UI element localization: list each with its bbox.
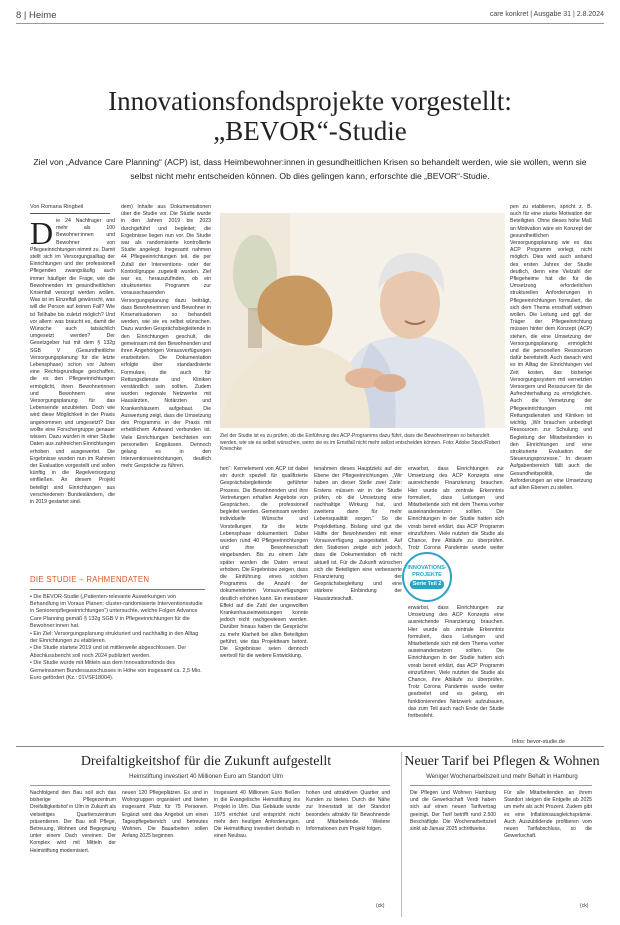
photo-illustration	[220, 213, 505, 428]
infobox-item: • Die Studie wurde mit Mitteln aus dem Innovationsfonds des Gemeinsamen Bundesausschusses in Höhe von insgesamt ca. 2,5 Mio. Euro gefördert (Kz.: 01VSF18004).	[30, 660, 202, 681]
bottom-left-author-tag: (ck)	[376, 903, 385, 909]
photo-caption: Ziel der Studie ist es zu prüfen, ob die Einführung des ACP-Programms dazu führt, dass die Bewohnerinnen so behandelt werden, wie sie es selbst wünschen, wenn sie es im Ernstfall nicht mehr selbst entscheiden können. Foto: Adobe Stock/Robert Kneschke	[220, 433, 501, 452]
article-column-2: dem) Inhalte aus Dokumentationen über die Studie vor. Die Studie wurde in den Jahren 2019 bis 2023 durchgeführt und begleitet; die Ergebnisse liegen nun vor. Die Studie war als randomisierte kontrollierte Studie angelegt. Insgesamt nahmen 44 Pflegeeinrichtungen teil, die per Zufall der Interventions- oder der Kontrollgruppe zugeteilt wurden. Ziel war es, herauszufinden, ob ein strukturiertes Programm zur vorausschauenden Versorgungsplanung dazu beiträgt, dass Bewohnerinnen und Bewohner in Krisensituationen so behandelt werden, wie sie es selbst wünschen. Dazu wurden Gesprächsbegleitende in den Einrichtungen geschult, die gemeinsam mit den Bewohnenden und ihren Angehörigen Vorausverfügungen erarbeiteten. Die Dokumentation erfolgte über standardisierte Formulare, die auch für Rettungsdienste und Kliniken verständlich sein sollten. Zudem wurden regionale Netzwerke mit Hausärzten, Notärzten und Krankenhäusern aufgebaut. Die Auswertung zeigt, dass die Umsetzung des Programms in der Praxis mit erheblichem Aufwand verbunden ist. Viele Einrichtungen berichteten von personellen Engpässen. Dennoch gelang es in den Interventionseinrichtungen, deutlich mehr Gespräche zu führen.	[121, 204, 211, 470]
bottom-right-headline: Neuer Tarif bei Pflegen & Wohnen	[404, 754, 600, 769]
bottom-right-column-2: Für alle Mitarbeitenden an ihrem Standort steigen die Entgelte ab 2025 um mehr als acht Prozent. Zudem gibt es eine Inflationsausgleichsprämie. Auch Auszubildende profitieren vom neuen Tarifabschluss, so die Gewerkschaft.	[504, 790, 592, 840]
byline: Von Romana Ringbeil	[30, 204, 84, 210]
article-column-3: hen“: Kernelement von ACP ist dabei ein durch speziell für qualifizierte Gesprächsbegleitende geführter Prozess. Die Bewohnenden und ihre Vertretungen erhalten Angebote von Gesprächen, die professionell begleitet werden. Gemeinsam werden individuelle Wünsche und Vorstellungen für die letzte Lebensphase dokumentiert. Dabei wurden rund 40 Pflegeeinrichtungen und ihre Bewohnerschaft eingebunden. Bis zu einem Jahr später wurden die Daten erneut erhoben. Die Ergebnisse zeigen, dass die Einführung eines solchen Programms die Anzahl der dokumentierten Vorausverfügungen deutlich erhöhen kann. Ein messbarer Effekt auf die Zahl der ungewollten Krankenhauseinweisungen konnte jedoch nicht nachgewiesen werden. Darüber hinaus haben die Gespräche zu mehr Klarheit bei allen Beteiligten geführt, wie das Projektteam betont. Die Ergebnisse seien dennoch wertvoll für die weitere Entwicklung.	[220, 466, 308, 660]
bottom-left-subtitle: Heimstiftung investiert 40 Millionen Euro am Standort Ulm	[129, 774, 283, 780]
bottom-right-divider	[410, 785, 592, 786]
article-column-1	[30, 218, 115, 540]
badge-line-2: PROJEKTE	[412, 571, 442, 578]
header-divider	[16, 23, 604, 24]
bottom-left-column-4: hohen und attraktiven Quartier und Kunden zu bieten. Durch die Nähe zur Innenstadt ist der Standort besonders attraktiv für Bewohnende und Mitarbeitende. Weitere Informationen zum Projekt folgen.	[306, 790, 390, 833]
bottom-left-column-3: Insgesamt 40 Millionen Euro fließen in die Evangelische Heimstiftung ins Projekt in Ulm. Das Gebäude wurde 1975 errichtet und entspricht nicht mehr den heutigen Anforderungen. Die Heimstiftung investiert deshalb in einen Neubau.	[214, 790, 300, 840]
drop-cap: D	[30, 218, 54, 251]
article-photo	[220, 213, 505, 428]
bottom-divider	[16, 746, 604, 747]
issue-info: care konkret | Ausgabe 31 | 2.8.2024	[489, 11, 604, 18]
bottom-right-subtitle: Weniger Wochenarbeitszeit und mehr Behalt in Hamburg	[426, 774, 578, 780]
bottom-left-divider	[30, 785, 390, 786]
article-column-5: pen zu etablieren, spricht z. B. auch für eine starke Motivation der Beteiligten. Ohne dieses hohe Maß an Motivation wäre ein Konzept der gesundheitlichen Versorgungsplanung wie es das ACP Programm vorlegt, nicht möglich. Dies wird auch anhand des ersten Jahres der Studie deutlich, denn eine Vielzahl der Pflegeheime hat die für die Umsetzung erforderlichen strukturellen Anforderungen in Pflegeeinrichtungen formuliert, die sich dem Thema ernsthaft widmen wollen. Die Leitung und ggf. der Träger der Pflegeeinrichtung müssen hinter dem Konzept (ACP) stehen, die eine Umsetzung der Versorgungsplanung ermöglicht und die personellen Ressourcen dafür bereitstellt. Auch danach wird es im Alltag der Einrichtungen viel Zeit kosten, das bisherige Versorgungssystem mit vernetzten Versorgern und Ressourcen für die Aufrechterhaltung zu ermöglichen. Auch die Vernetzung der Pflegeeinrichtungen mit Rettungsdiensten und Kliniken ist wichtig. „Wir brauchen unbedingt Ressourcen zur Schulung und Begleitung der Mitarbeitenden in den Einrichtungen und eine strukturierte Evaluation der Steuerungsprozesse.“ In diesem Aufgabenbereich fällt auch die Gesundheitspolitik, die Anforderungen an eine Umsetzung auf allen Ebenen zu stellen.	[510, 204, 592, 491]
infobox-item: • Die BEVOR-Studie („Patienten-relevante Auswirkungen von Behandlung im Voraus Planen: cluster-randomisierte Interventionsstudie in Seniorenpflegeeinrichtungen“) untersuchte, welche Folgen Advance Care Planning gemäß § 132g SGB V in Pflegeeinrichtungen für die Bewohner:innen hat.	[30, 594, 203, 629]
series-badge	[402, 552, 452, 602]
article-column-4: tenahmen dieses Hauptziels auf der Ebene der Pflegeeinrichtungen. „Wir haben an dieser Stelle zwei Ziele: Erstens müssen wir in der Studie prüfen, ob die Umsetzung eine nachhaltige Wirkung hat, und zweitens dann für mehr Lebensqualität sorgen.“ So die Projektleitung. Bislang sind gut die Hälfte der Bewohnenden mit einer Vorausverfügung ausgestattet. Auf den Stationen zeigte sich jedoch, dass die Dokumentation oft nicht aktuell ist. Für die Zukunft wünschen sich die Beteiligten eine verbesserte Finanzierung der Gesprächsbegleitung und eine stärkere Einbindung der Hausärzteschaft.	[314, 466, 402, 602]
bottom-right-author-tag: (ck)	[580, 903, 589, 909]
bottom-right-column-1: Die Pflegen und Wohnen Hamburg und die Gewerkschaft Verdi haben sich auf einen neuen Tarifvertrag geeinigt. Der Tarif betrifft rund 2.500 Beschäftigte. Die Wochenarbeitszeit sinkt ab Januar 2025 schrittweise.	[410, 790, 496, 833]
article-column-4b-top: erwarbst, dass Einrichtungen zur Umsetzung des ACP Konzepts eine ausreichende Finanzierung brauchen. Hier wurde als zentrale Erkenntnis formuliert, dass Leitungen und Mitarbeitende sich mit dem Thema vorher auseinandersetzen sollten. Die Einrichtungen in der Studie hatten sich vorab bereit erklärt, das ACP Programm einzuführen. Viele nutzten die Studie als Chance, ihre Abläufe zu überprüfen. Trotz Corona Pandemie wurde weiter	[408, 466, 504, 552]
bottom-left-headline: Dreifaltigkeitshof für die Zukunft aufgestellt	[80, 754, 332, 769]
article-column-4b: erwarbst, dass Einrichtungen zur Umsetzung des ACP Konzepts eine ausreichende Finanzierung brauchen. Hier wurde als zentrale Erkenntnis formuliert, dass Leitungen und Mitarbeitende sich mit dem Thema vorher auseinandersetzen sollten. Die Einrichtungen in der Studie hatten sich vorab bereit erklärt, das ACP Programm einzuführen. Viele nutzten die Studie als Chance, ihre Abläufe zu überprüfen. Trotz Corona Pandemie wurde weiter gearbeitet und es gelang, ein funktionierendes Netzwerk aufzubauen, das zum Teil auch nach Ende der Studie fortbesteht.	[408, 605, 504, 720]
infobox-divider	[30, 589, 205, 590]
column-1-text: ie 24 Nachfrager und mehr als 100 Bewohner:innen und Bewohner von Pflegeeinrichtungen nimmt zu. Damit stellt sich im Versorgungsalltag der Einrichtungen und der professionell Pflegenden zwangsläufig auch immer häufiger die Frage, wie die Bewohnenden im gesundheitlichen Krisenfall versorgt werden wollen. Was ist im Einzelfall gewünscht, was will die Person auf keinen Fall? Wie ist Teilhabe bis zuletzt möglich? Und vor allem: was braucht es, damit die Wünsche auch tatsächlich umgesetzt werden? Der Gesetzgeber hat mit dem § 132g SGB V (Gesundheitliche Versorgungsplanung für die letzte Lebensphase) schon vor Jahren eine Rechtsgrundlage geschaffen, die es den Pflegeeinrichtungen ermöglicht, ihren Bewohnerinnen und Bewohnern eine Versorgungsplanung für das Lebensende anzubieten. Doch wie wird diese Möglichkeit in der Praxis angenommen und umgesetzt? Das wollte eine Forschergruppe genauer wissen. Dazu wurden in einer Studie Daten aus zahlreichen Einrichtungen erhoben und ausgewertet. Die Ergebnisse wurden nun im Rahmen der Evaluation vorgestellt und sollen künftig in die Regelversorgung einfließen. An diesem Projekt beteiligt sind Einrichtungen aus verschiedenen Bundesländern, die in 2019 gestartet sind.	[30, 218, 115, 505]
bottom-left-column-1: Nachfolgend den Bau soll sich das bisherige Pflegezentrum Dreifaltigkeitshof in Ulm in Zukunft als vielseitiges Quartierszentrum präsentieren. Der Bau soll Pflege, Betreuung, Wohnen und Begegnung unter einem Dach vereinen. Der Komplex wird mit Mitteln der Heimstiftung modernisiert.	[30, 790, 116, 854]
infobox-item: • Ein Ziel: Versorgungsplanung strukturiert und nachhaltig in den Alltag der Einrichtungen zu etablieren.	[30, 630, 199, 644]
article-intro: Ziel von „Advance Care Planning“ (ACP) ist, dass Heimbewohner:innen in gesundheitlichen Krisen so behandelt werden, wie sie wollen, wenn sie selbst nicht mehr entscheiden können. Ob dies gelingen kann, erforschte die „BEVOR“-Studie.	[33, 157, 587, 181]
bottom-left-column-2: neuen 120 Pflegeplätzen. Es sind in Wohngruppen organisiert und bieten insgesamt Platz für 75 Personen. Ergänzt wird das Angebot um einen Tagespflegebereich und betreutes Wohnen. Die Bauarbeiten sollen Anfang 2025 beginnen.	[122, 790, 208, 840]
badge-series-label: Serie Teil 2	[410, 580, 445, 589]
infobox-body	[30, 594, 205, 682]
bottom-column-divider	[401, 752, 402, 917]
badge-line-1: INNOVATIONS-	[407, 565, 447, 571]
byline-divider	[30, 213, 110, 214]
info-link: Infos: bevor-studie.de	[512, 739, 565, 745]
article-headline	[16, 86, 604, 146]
headline-line-2: „BEVOR“-Studie	[213, 116, 407, 146]
infobox-title: DIE STUDIE – RAHMENDATEN	[30, 575, 150, 584]
infobox-item: • Die Studie startete 2019 und ist mittlerweile abgeschlossen. Der Abschlussbericht soll noch 2024 publiziert werden.	[30, 645, 187, 659]
headline-line-1: Innovationsfondsprojekte vorgestellt:	[108, 86, 512, 116]
section-label: 8 | Heime	[16, 10, 57, 21]
